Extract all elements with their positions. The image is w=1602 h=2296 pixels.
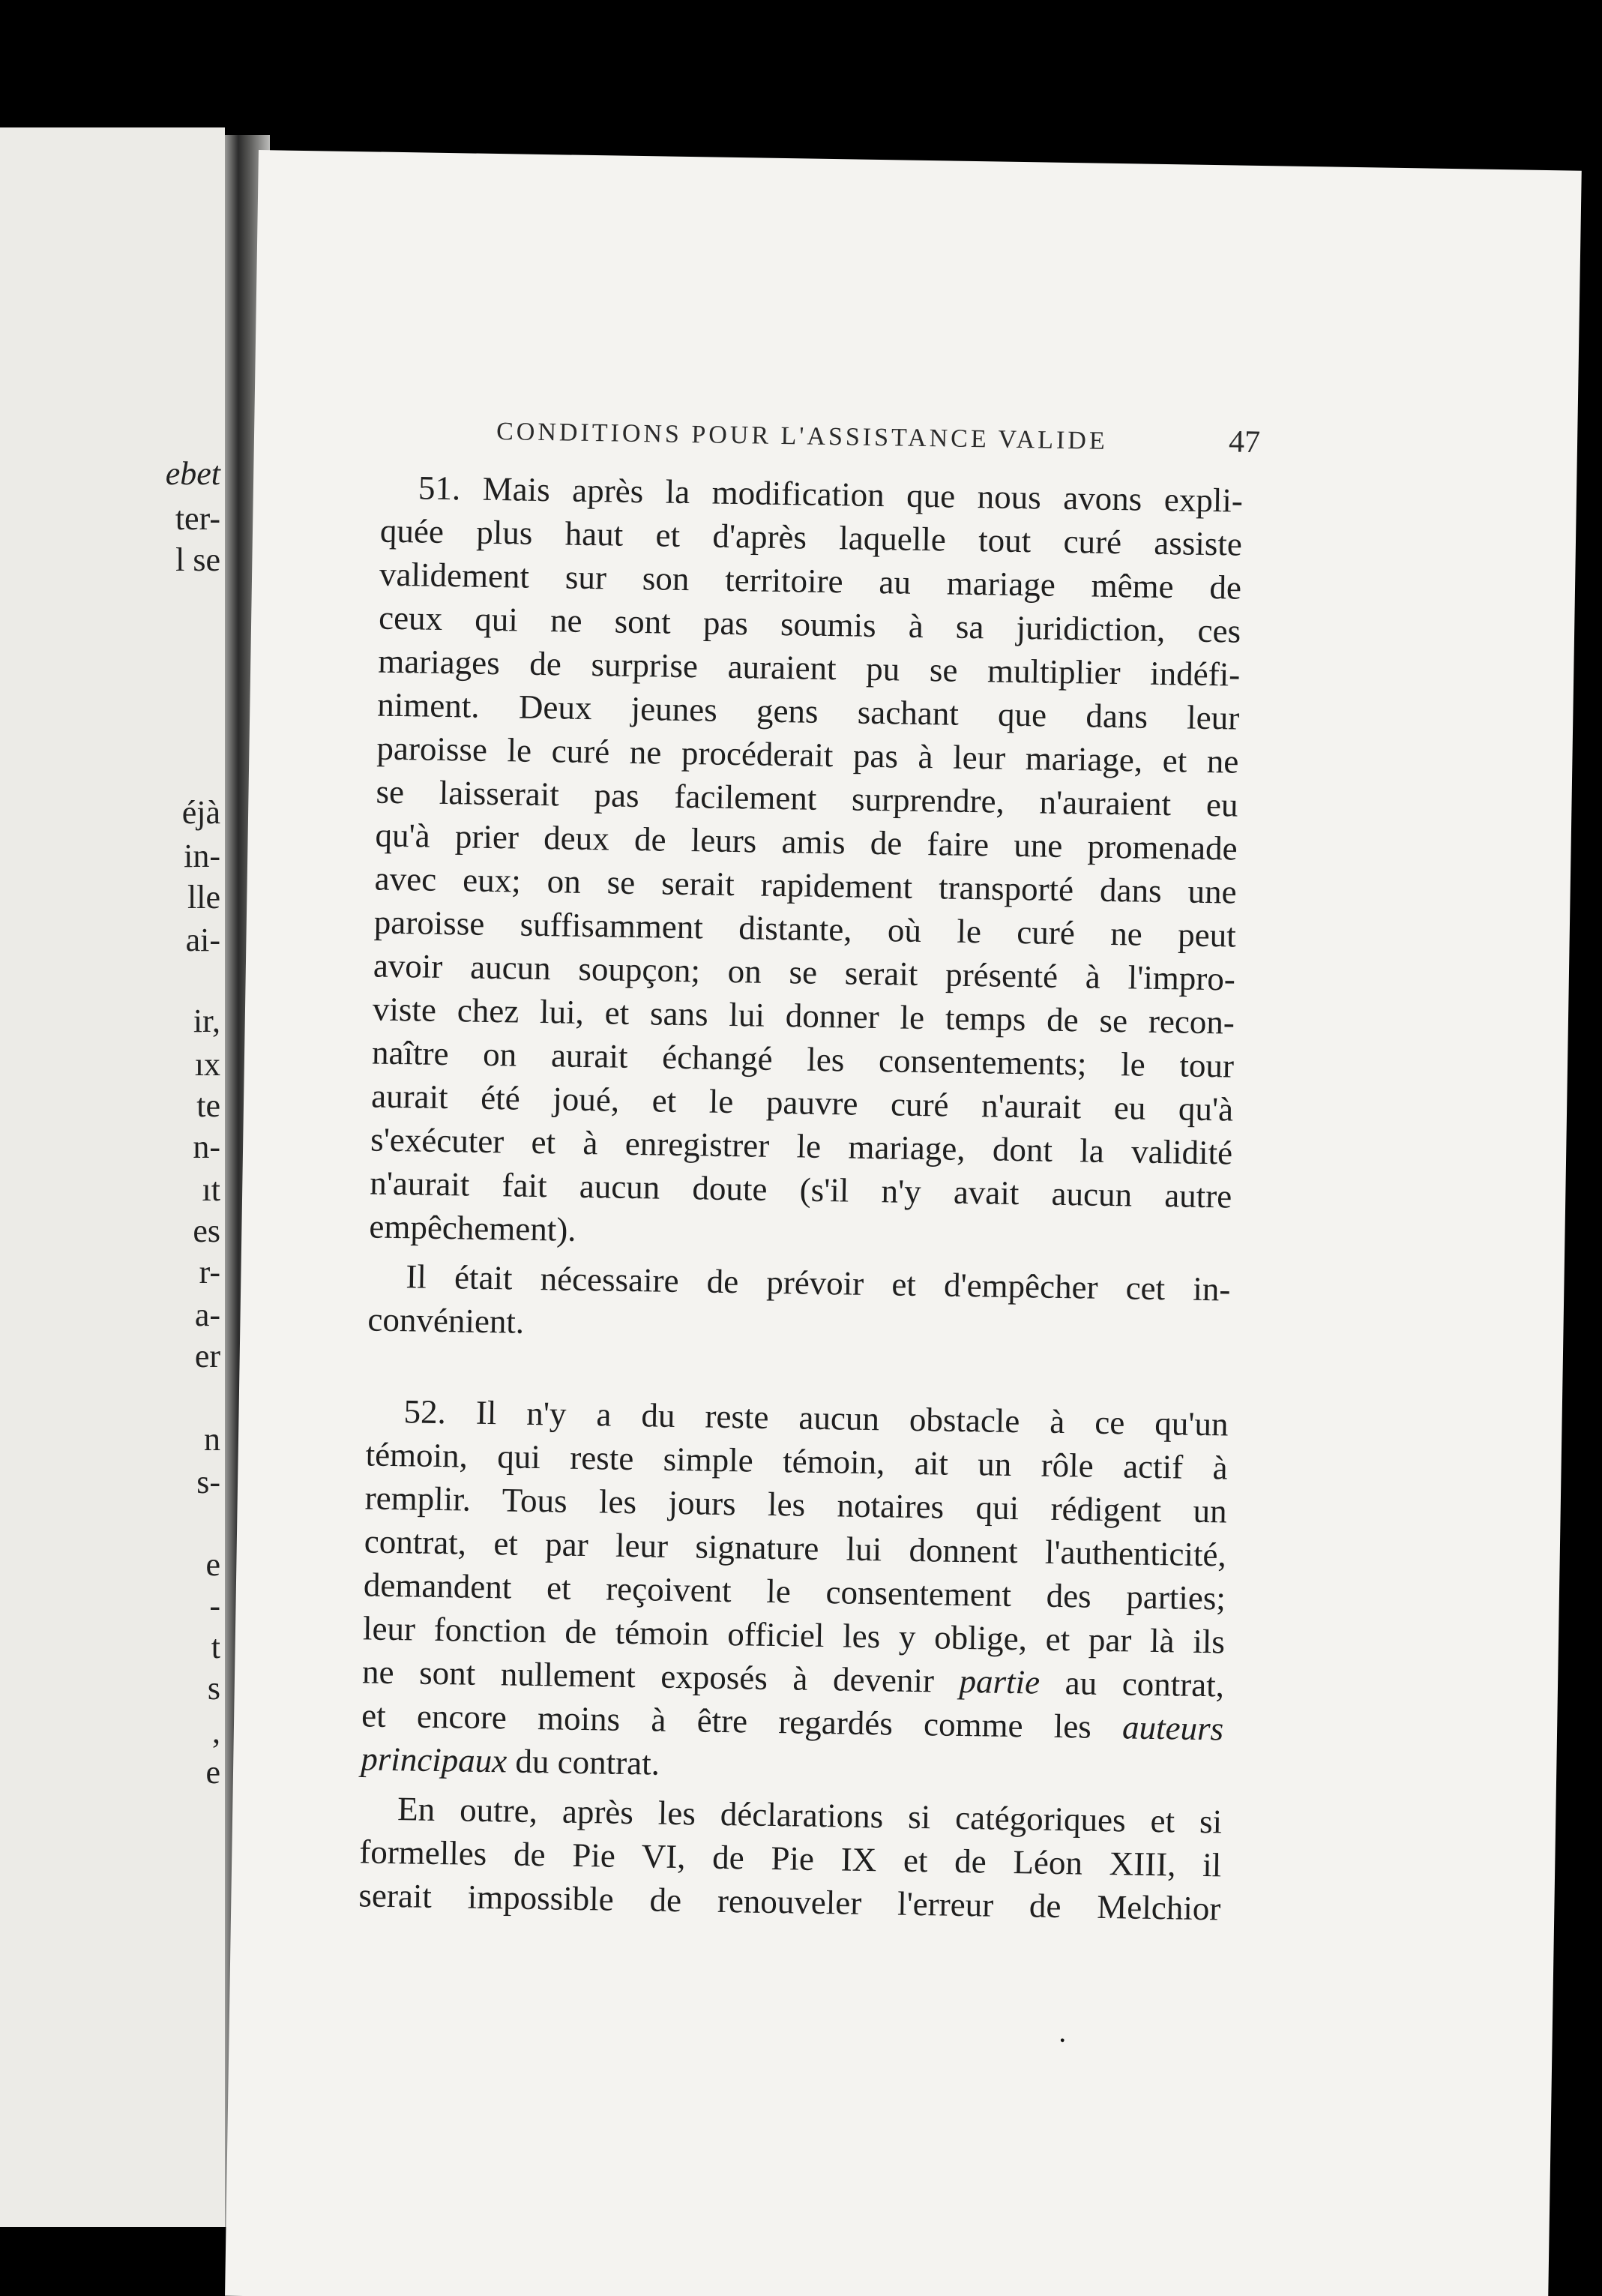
left-page-text: n- <box>193 1129 220 1165</box>
text-line: 52. Il n'y a du reste aucun obstacle à ce qu'un <box>403 1392 1229 1443</box>
running-head: CONDITIONS POUR L'ASSISTANCE VALIDE <box>496 418 1108 455</box>
speck-mark: · <box>1057 2023 1068 2058</box>
left-page-text: er <box>194 1338 220 1374</box>
text-line: 51. Mais après la modification que nous avons expli- <box>418 469 1244 520</box>
left-page-text: in- <box>184 838 220 874</box>
left-page-text: ıt <box>202 1171 220 1208</box>
text-line: viste chez lui, et sans lui donner le temps de se recon- <box>372 990 1235 1042</box>
text-line: demandent et reçoivent le consentement des parties; <box>363 1566 1226 1617</box>
text-line: naître on aurait échangé les consentements; le tour <box>371 1033 1235 1085</box>
text-line: validement sur son territoire au mariage même de <box>379 555 1242 607</box>
left-page-text: e <box>205 1546 220 1583</box>
text-line: convénient. <box>367 1300 525 1341</box>
text-line: paroisse suffisamment distante, où le curé ne peut <box>373 903 1237 955</box>
left-page-text: s- <box>196 1464 220 1500</box>
left-page-text: r- <box>199 1254 220 1290</box>
left-page-text: es <box>193 1212 220 1249</box>
text-line: remplir. Tous les jours les notaires qui rédigent un <box>364 1479 1228 1530</box>
text-line: avoir aucun soupçon; on se serait présenté à l'impro- <box>373 946 1236 998</box>
text-line: serait impossible de renouveler l'erreur de Melchior <box>358 1876 1221 1928</box>
left-page-text: l se <box>175 541 220 578</box>
page-number: 47 <box>1228 424 1261 460</box>
text-line: leur fonction de témoin officiel les y oblige, et par là ils <box>362 1609 1226 1661</box>
left-page-text: t <box>211 1629 220 1665</box>
left-page-text: ıx <box>194 1046 220 1083</box>
left-page-text: ter- <box>175 500 220 537</box>
text-line <box>361 1742 1223 1789</box>
text-span: et encore moins à être regardés comme les <box>361 1696 1123 1746</box>
text-line: contrat, et par leur signature lui donnent l'authenticité, <box>364 1522 1227 1574</box>
left-page-text: te <box>196 1087 220 1124</box>
text-line: Il était nécessaire de prévoir et d'empêcher cet in- <box>406 1257 1231 1308</box>
text-line: qu'à prier deux de leurs amis de faire une promenade <box>375 816 1238 868</box>
left-page-text: e <box>205 1754 220 1791</box>
text-line: se laisserait pas facilement surprendre, n'auraient eu <box>376 772 1238 824</box>
left-page-text: n <box>204 1421 220 1458</box>
text-line: n'aurait fait aucun doute (s'il n'y avait aucun autre <box>369 1164 1232 1215</box>
text-line <box>361 1698 1224 1746</box>
left-page-text: éjà <box>181 794 220 831</box>
text-line: témoin, qui reste simple témoin, ait un rôle actif à <box>365 1435 1228 1487</box>
text-line: aurait été joué, et le pauvre curé n'aurait eu qu'à <box>370 1077 1234 1129</box>
text-line: En outre, après les déclarations si catégoriques et si <box>397 1790 1223 1841</box>
italic-word: principaux <box>360 1740 508 1780</box>
left-page-text: , <box>212 1713 220 1750</box>
left-page-text: ai- <box>185 922 220 958</box>
text-line: ceux qui ne sont pas soumis à sa juridiction, ces <box>378 598 1241 650</box>
italic-word: auteurs <box>1121 1708 1224 1748</box>
text-span: ne sont nullement exposés à devenir <box>361 1653 960 1700</box>
left-page-text: ir, <box>193 1003 220 1039</box>
text-line: avec eux; on se serait rapidement transporté dans une <box>374 859 1238 911</box>
text-line: formelles de Pie VI, de Pie IX et de Léon XIII, il <box>358 1833 1222 1884</box>
text-span: au contrat, <box>1039 1663 1225 1704</box>
text-line <box>362 1655 1225 1702</box>
left-page-text: ebet <box>165 455 220 492</box>
left-page-text: a- <box>194 1296 220 1333</box>
left-page-text: lle <box>187 879 220 916</box>
text-line: niment. Deux jeunes gens sachant que dans leur <box>377 685 1240 737</box>
text-line: mariages de surprise auraient pu se multiplier indéfi- <box>377 642 1241 694</box>
left-page-text: s <box>207 1670 220 1707</box>
left-page-text: - <box>209 1587 220 1624</box>
text-line: s'exécuter et à enregistrer le mariage, dont la validité <box>370 1120 1233 1172</box>
text-line: empêchement). <box>369 1207 576 1248</box>
text-line: paroisse le curé ne procéderait pas à leur mariage, et ne <box>376 729 1239 781</box>
text-line: quée plus haut et d'après laquelle tout curé assiste <box>379 511 1243 563</box>
italic-word: partie <box>959 1662 1041 1701</box>
right-page <box>225 150 1582 2296</box>
left-page-fragment <box>0 127 225 2227</box>
text-span: du contrat. <box>506 1742 660 1782</box>
